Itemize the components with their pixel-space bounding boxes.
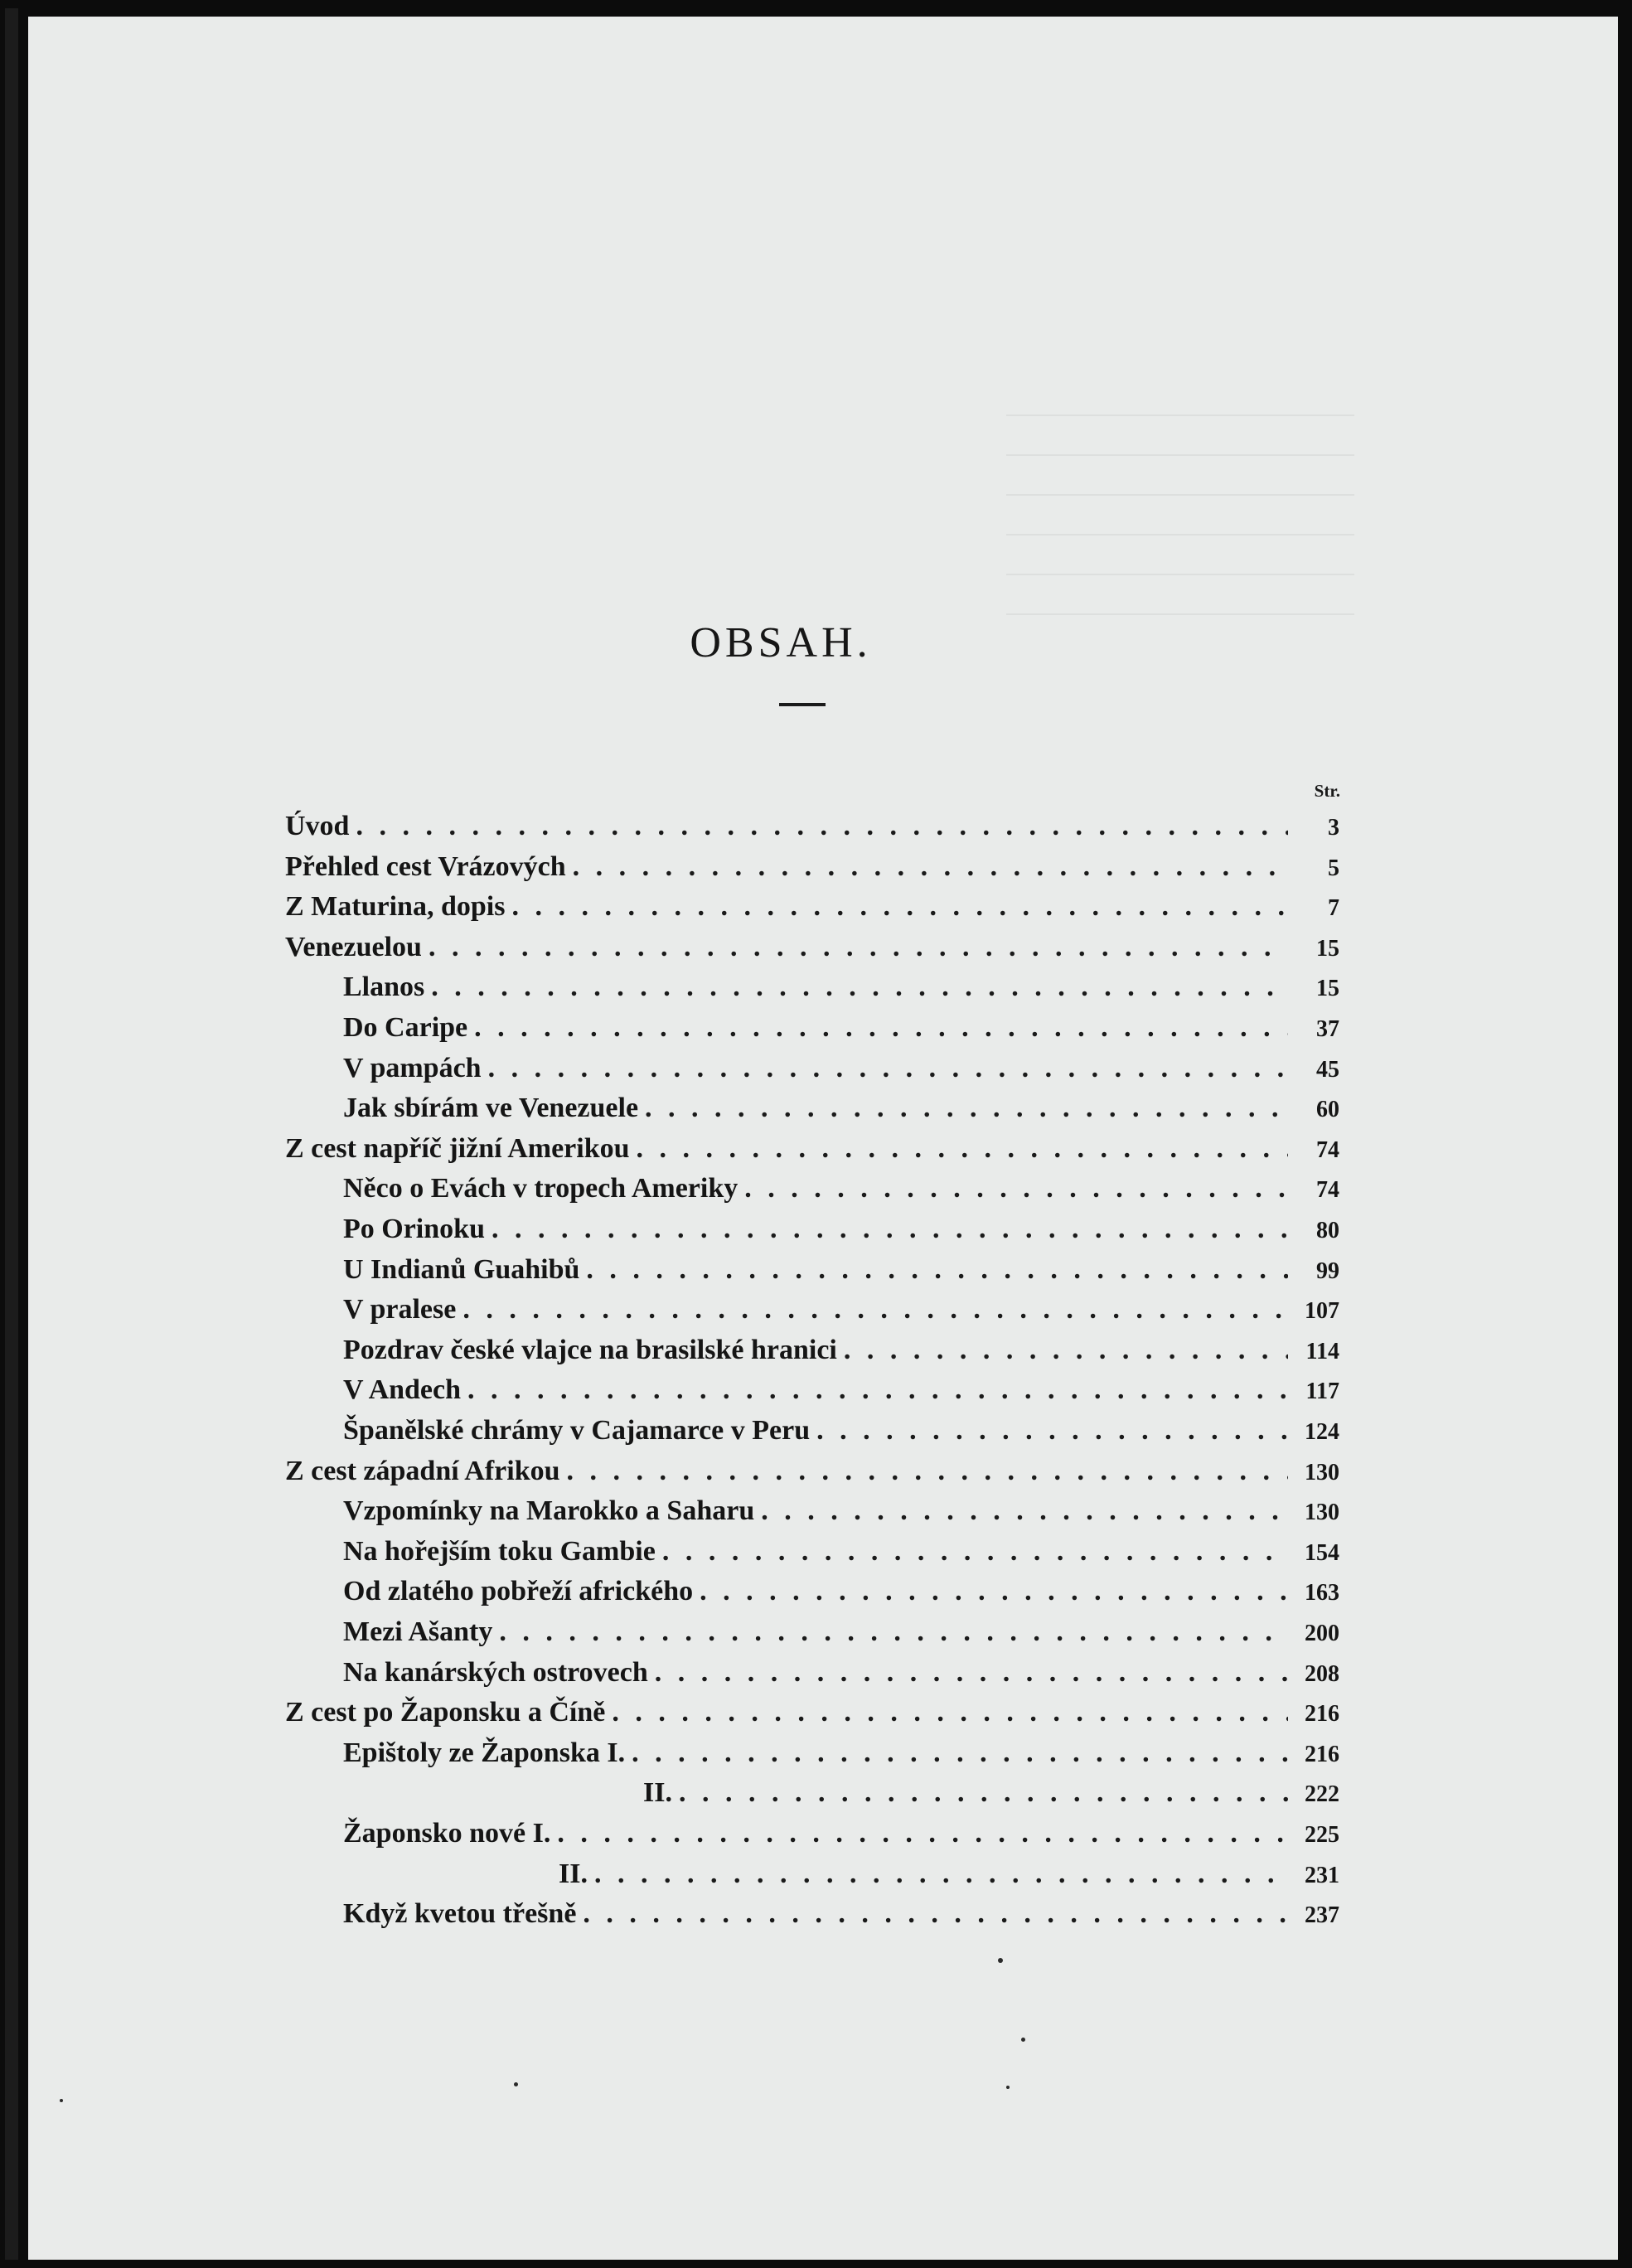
toc-entry <box>343 1294 1339 1334</box>
toc-entry <box>343 1374 1339 1414</box>
dot-leader <box>511 891 1288 923</box>
toc-entry <box>343 1012 1339 1052</box>
toc-entry <box>343 1898 1339 1938</box>
toc-entry-page-number: 99 <box>1316 1258 1339 1284</box>
toc-entry-title: Mezi Ašanty <box>343 1616 493 1647</box>
show-through-line <box>1006 613 1354 615</box>
toc-entry-page-number: 15 <box>1316 935 1339 962</box>
toc-entry-title: V Andech <box>343 1374 462 1406</box>
show-through-line <box>1006 574 1354 575</box>
toc-entry <box>285 1133 1339 1173</box>
book-page <box>28 17 1618 2260</box>
toc-entry <box>559 1858 1339 1898</box>
toc-entry-page-number: 208 <box>1305 1660 1339 1687</box>
toc-entry-title: U Indianů Guahibů <box>343 1253 580 1285</box>
toc-entry-page-number: 74 <box>1316 1136 1339 1163</box>
toc-entry-title: Pozdrav české vlajce na brasilské hranici <box>343 1334 837 1365</box>
toc-entry <box>343 1737 1339 1777</box>
dot-leader <box>429 932 1288 963</box>
dot-leader <box>679 1777 1288 1809</box>
toc-entry-title: Venezuelou <box>285 931 422 962</box>
toc-entry-page-number: 74 <box>1316 1177 1339 1204</box>
toc-entry <box>285 811 1339 850</box>
page-title: OBSAH. <box>690 619 872 666</box>
dot-leader <box>700 1576 1288 1607</box>
toc-entry <box>285 1697 1339 1737</box>
toc-entry-page-number: 80 <box>1316 1218 1339 1243</box>
right-binding-edge <box>1618 0 1632 2268</box>
toc-entry-page-number: 60 <box>1316 1097 1339 1123</box>
toc-entry <box>285 851 1339 891</box>
toc-entry-title: Úvod <box>285 811 350 841</box>
toc-entry-title: Když kvetou třešně <box>343 1898 577 1930</box>
dot-leader <box>431 972 1288 1003</box>
dot-leader <box>612 1697 1288 1728</box>
toc-entry <box>343 1214 1339 1253</box>
toc-entry-page-number: 237 <box>1305 1902 1339 1929</box>
toc-entry <box>643 1777 1339 1817</box>
toc-entry <box>285 891 1339 931</box>
toc-entry-page-number: 7 <box>1328 895 1339 922</box>
toc-entry-title: Žaponsko nové I. <box>343 1818 551 1849</box>
dot-leader <box>645 1093 1288 1124</box>
paper-speck <box>1006 2086 1010 2089</box>
dot-leader <box>499 1616 1288 1648</box>
dot-leader <box>816 1415 1288 1447</box>
dot-leader <box>637 1133 1288 1165</box>
toc-entry-title: Španělské chrámy v Cajamarce v Peru <box>343 1415 811 1446</box>
toc-entry-page-number: 216 <box>1305 1701 1339 1728</box>
toc-entry-title: Na kanárských ostrovech <box>343 1656 648 1688</box>
table-of-contents <box>28 17 1618 2260</box>
toc-entry <box>343 1818 1339 1858</box>
paper-speck <box>514 2082 518 2086</box>
toc-entry-title: Přehled cest Vrázových <box>285 850 566 882</box>
toc-entry-page-number: 37 <box>1316 1016 1339 1042</box>
toc-entry <box>343 1173 1339 1213</box>
toc-entry-page-number: 200 <box>1305 1621 1339 1646</box>
dot-leader <box>744 1173 1288 1204</box>
toc-entry-title: Z Maturina, dopis <box>285 891 506 923</box>
toc-entry <box>285 1456 1339 1495</box>
dot-leader <box>356 811 1288 842</box>
show-through-line <box>1006 454 1354 456</box>
toc-entry-title: II. <box>643 1777 672 1809</box>
toc-entry-page-number: 222 <box>1305 1781 1339 1808</box>
toc-entry-title: Po Orinoku <box>343 1214 485 1244</box>
show-through-line <box>1006 494 1354 496</box>
toc-entry-page-number: 216 <box>1305 1741 1339 1767</box>
dot-leader <box>583 1898 1288 1930</box>
dot-leader <box>462 1294 1288 1325</box>
paper-speck <box>60 2099 63 2102</box>
toc-entry <box>285 932 1339 972</box>
toc-entry <box>343 1415 1339 1455</box>
toc-entry-page-number: 124 <box>1305 1419 1339 1445</box>
dot-leader <box>586 1254 1288 1286</box>
paper-speck <box>998 1958 1003 1963</box>
toc-entry <box>343 972 1339 1011</box>
toc-entry-title: Od zlatého pobřeží afrického <box>343 1576 694 1607</box>
toc-entry-page-number: 114 <box>1305 1338 1339 1364</box>
toc-entry-title: Na hořejším toku Gambie <box>343 1535 656 1567</box>
dot-leader <box>844 1335 1288 1366</box>
dot-leader <box>467 1374 1288 1406</box>
toc-entry-title: Z cest po Žaponsku a Číně <box>285 1697 606 1728</box>
dot-leader <box>632 1737 1288 1769</box>
toc-entry <box>343 1657 1339 1697</box>
paper-speck <box>1021 2038 1025 2042</box>
toc-entry-page-number: 5 <box>1328 855 1339 881</box>
toc-entry-page-number: 154 <box>1305 1539 1339 1566</box>
toc-entry <box>343 1495 1339 1535</box>
toc-entry-page-number: 163 <box>1305 1580 1339 1606</box>
show-through-line <box>1006 534 1354 536</box>
toc-entry <box>343 1616 1339 1656</box>
toc-entry-title: V pralese <box>343 1294 457 1325</box>
dot-leader <box>662 1536 1288 1568</box>
dot-leader <box>488 1053 1288 1084</box>
toc-entry <box>343 1254 1339 1294</box>
toc-entry <box>343 1053 1339 1093</box>
toc-entry <box>343 1536 1339 1576</box>
toc-entry-title: Z cest západní Afrikou <box>285 1455 560 1486</box>
page-column-header: Str. <box>1314 781 1340 801</box>
toc-entry-title: Něco o Evách v tropech Ameriky <box>343 1173 739 1204</box>
dot-leader <box>594 1858 1288 1890</box>
toc-entry-title: Epištoly ze Žaponska I. <box>343 1737 626 1768</box>
dot-leader <box>492 1214 1288 1245</box>
dot-leader <box>655 1657 1288 1689</box>
toc-entry <box>343 1335 1339 1374</box>
toc-entry-page-number: 130 <box>1305 1459 1339 1485</box>
toc-entry-page-number: 225 <box>1305 1822 1339 1848</box>
toc-entry-page-number: 107 <box>1305 1298 1339 1325</box>
left-binding-edge <box>0 0 28 2268</box>
toc-entry-page-number: 231 <box>1305 1862 1339 1888</box>
toc-entry-title: Z cest napříč jižní Amerikou <box>285 1132 630 1164</box>
toc-entry <box>343 1093 1339 1132</box>
toc-entry-title: Llanos <box>343 972 425 1003</box>
toc-entry-title: Do Caripe <box>343 1012 468 1043</box>
toc-entry <box>343 1576 1339 1616</box>
dot-leader <box>474 1012 1288 1044</box>
dot-leader <box>557 1818 1288 1849</box>
toc-entry-page-number: 15 <box>1316 976 1339 1002</box>
toc-entry-title: Jak sbírám ve Venezuele <box>343 1093 639 1124</box>
toc-entry-page-number: 117 <box>1305 1379 1339 1405</box>
toc-entry-title: II. <box>559 1858 588 1889</box>
toc-entry-page-number: 45 <box>1316 1056 1339 1083</box>
toc-entry-title: V pampách <box>343 1052 482 1083</box>
toc-entry-title: Vzpomínky na Marokko a Saharu <box>343 1495 755 1527</box>
dot-leader <box>567 1456 1288 1487</box>
show-through-line <box>1006 414 1354 416</box>
dot-leader <box>573 851 1288 883</box>
toc-entry-page-number: 3 <box>1328 815 1339 841</box>
toc-entry-page-number: 130 <box>1305 1500 1339 1526</box>
dot-leader <box>761 1495 1288 1527</box>
